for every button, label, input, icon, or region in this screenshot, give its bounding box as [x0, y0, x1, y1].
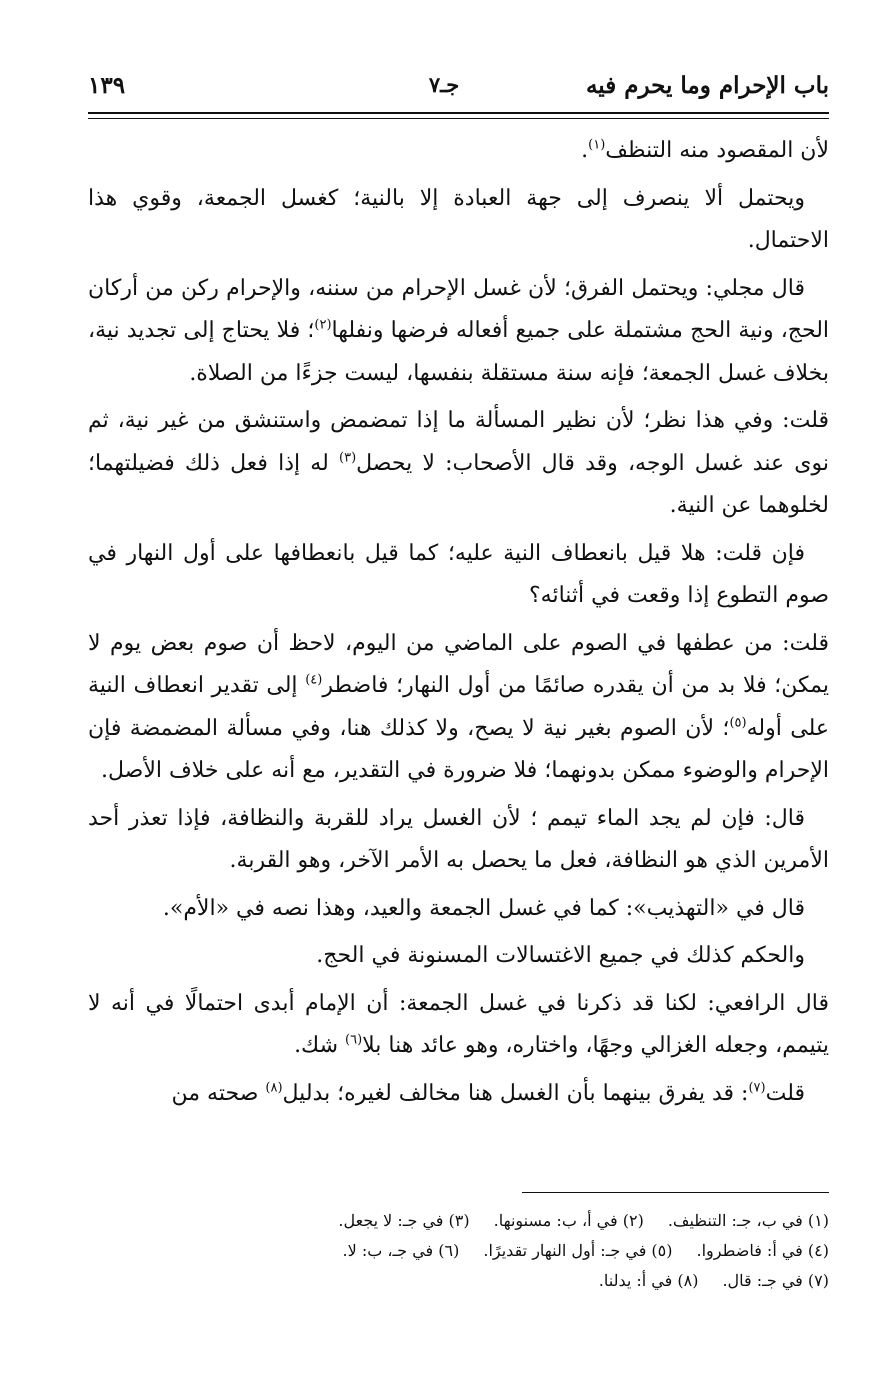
footnote-line	[88, 1236, 829, 1266]
footnote-marker: (٨)	[265, 1080, 283, 1096]
paragraph: قال مجلي: ويحتمل الفرق؛ لأن غسل الإحرام من سننه، والإحرام ركن من أركان الحج، ونية الحج مشتملة على جميع أفعاله فرضها ونفلها$^{(٢)}$؛ فلا يحتاج إلى تجديد نية، بخلاف غسل الجمعة؛ فإنه سنة مستقلة بنفسها، ليست جزءًا من الصلاة.	[88, 275, 830, 386]
paragraph: والحكم كذلك في جميع الاغتسالات المسنونة في الحج.	[316, 943, 805, 968]
paragraph: قال في «التهذيب»: كما في غسل الجمعة والعيد، وهذا نصه في «الأم».	[162, 895, 805, 921]
header-rule-thin	[88, 118, 829, 119]
footnote-line	[88, 1206, 829, 1236]
footnote-item: (٣) في جـ: لا يجعل.	[338, 1211, 470, 1230]
volume-marker: جـ٧	[428, 72, 460, 97]
paragraph: فإن قلت: هلا قيل بانعطاف النية عليه؛ كما قيل بانعطافها على أول النهار في صوم التطوع إذا وقعت في أثنائه؟	[88, 540, 829, 608]
footnotes	[88, 1206, 829, 1296]
footnote-marker: (٤)	[305, 672, 323, 688]
footnote-item: (٦) في جـ، ب: لا.	[342, 1241, 460, 1260]
footnote-marker: (٦)	[345, 1032, 363, 1048]
footnote-marker: (٣)	[339, 450, 357, 466]
footnote-marker: (٢)	[314, 317, 332, 333]
footnote-marker: (٧)	[748, 1080, 766, 1096]
header-rule-thick	[88, 112, 829, 114]
footnote-item: (٢) في أ، ب: مسنونها.	[493, 1211, 644, 1230]
paragraph: ويحتمل ألا ينصرف إلى جهة العبادة إلا بالنية؛ كغسل الجمعة، وقوي هذا الاحتمال.	[88, 185, 829, 253]
footnote-item: (٥) في جـ: أول النهار تقديرًا.	[483, 1241, 673, 1260]
footnote-item: (٧) في جـ: قال.	[722, 1271, 829, 1290]
paragraph: قال: فإن لم يجد الماء تيمم ؛ لأن الغسل يراد للقربة والنظافة، فإذا تعذر أحد الأمرين الذي هو النظافة، فعل ما يحصل به الأمر الآخر، وهو القربة.	[88, 805, 829, 873]
footnote-line	[88, 1266, 829, 1296]
paragraph: قلت$^{(٧)}$: قد يفرق بينهما بأن الغسل هنا مخالف لغيره؛ بدليل$^{(٨)}$ صحته من	[171, 1080, 805, 1106]
footnote-separator	[522, 1192, 829, 1193]
paragraph: قال الرافعي: لكنا قد ذكرنا في غسل الجمعة: أن الإمام أبدى احتمالًا في أنه لا يتيمم، وجعله الغزالي وجهًا، واختاره، وهو عائد هنا بلا$^{(٦)}$ شك.	[88, 990, 829, 1058]
paragraph: قلت: من عطفها في الصوم على الماضي من اليوم، لاحظ أن صوم بعض يوم لا يمكن؛ فلا بد من أن يقدره صائمًا من أول النهار؛ فاضطر$^{(٤)}$ إلى تقدير انعطاف النية على أوله$^{(٥)}$؛ لأن الصوم بغير نية لا يصح، ولا كذلك هنا، وفي مسألة المضمضة فإن الإحرام والوضوء ممكن بدونهما؛ فلا ضرورة في التقدير، مع أنه على خلاف الأصل.	[88, 630, 829, 783]
footnote-item: (٤) في أ: فاضطروا.	[696, 1241, 829, 1260]
footnote-marker: (١)	[588, 137, 606, 153]
running-header	[88, 68, 829, 108]
paragraph: قلت: وفي هذا نظر؛ لأن نظير المسألة ما إذا تمضمض واستنشق من غير نية، ثم نوى عند غسل الوجه، وقد قال الأصحاب: لا يحصل$^{(٣)}$ له إذا فعل ذلك فضيلتهما؛ لخلوهما عن النية.	[88, 408, 829, 518]
footnote-item: (١) في ب، جـ: التنظيف.	[667, 1211, 829, 1230]
page-number: ١٣٩	[88, 72, 126, 99]
paragraph: لأن المقصود منه التنظف$^{(١)}$.	[581, 137, 829, 163]
main-text	[88, 130, 829, 1120]
footnote-item: (٨) في أ: يدلنا.	[598, 1271, 699, 1290]
chapter-title: باب الإحرام وما يحرم فيه	[585, 72, 829, 99]
footnote-marker: (٥)	[729, 715, 747, 731]
